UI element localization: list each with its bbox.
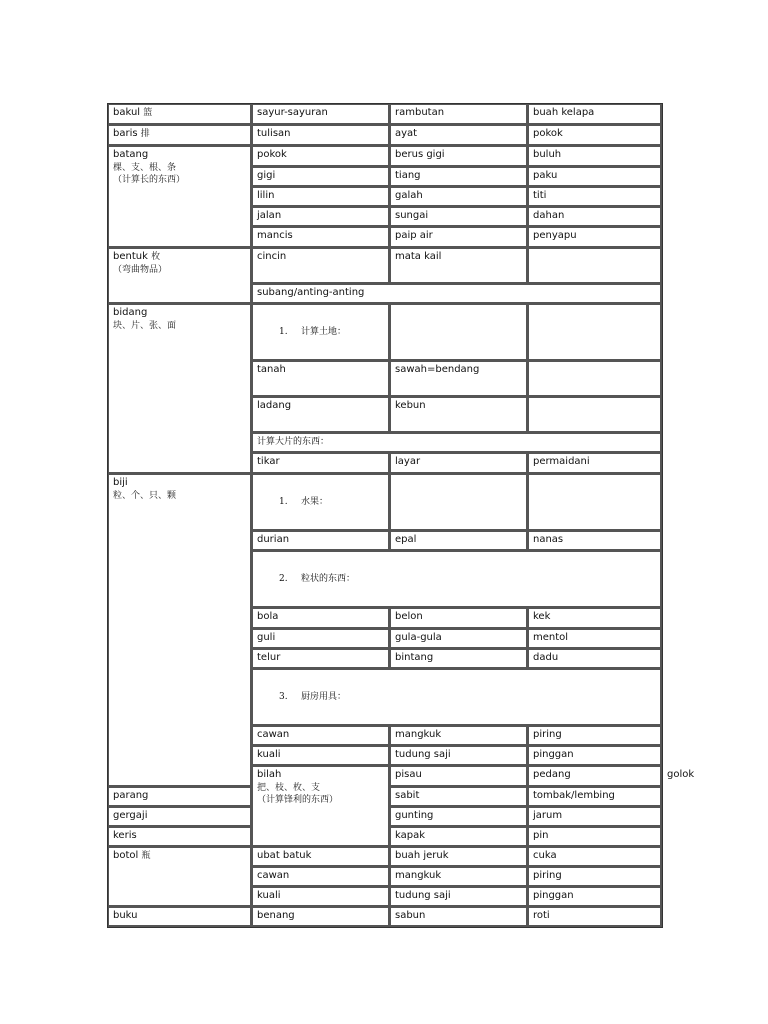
note-number: 1. (279, 497, 288, 507)
example-cell: lilin (252, 187, 390, 207)
example-cell (528, 304, 662, 361)
example-cell: kuali (252, 887, 390, 907)
example-cell (528, 248, 662, 284)
table-row (108, 104, 662, 125)
classifier-term: botol (113, 850, 139, 861)
classifier-chinese: 棵、支、根、条 (113, 163, 177, 173)
example-cell: kebun (390, 397, 528, 433)
table-row (108, 146, 662, 167)
example-cell: gergaji (108, 807, 252, 827)
example-cell: bola (252, 608, 390, 629)
example-cell: paip air (390, 227, 528, 248)
example-cell: rambutan (390, 104, 528, 125)
example-cell (528, 474, 662, 531)
classifier-term: biji (113, 477, 128, 488)
table-row (108, 847, 662, 867)
table-row (108, 474, 662, 531)
example-cell: cincin (252, 248, 390, 284)
example-cell: sungai (390, 207, 528, 227)
example-cell: tiang (390, 167, 528, 187)
example-cell: gunting (390, 807, 528, 827)
classifier-cell (108, 248, 252, 304)
classifier-chinese: 篮 (143, 108, 153, 118)
example-cell: jarum (528, 807, 662, 827)
classifier-note: （计算锋利的东西） (257, 795, 339, 805)
table-row (108, 125, 662, 146)
example-cell: durian (252, 531, 390, 551)
example-cell: gigi (252, 167, 390, 187)
example-cell: sabun (390, 907, 528, 927)
example-cell: ladang (252, 397, 390, 433)
example-cell: nanas (528, 531, 662, 551)
example-cell: tanah (252, 361, 390, 397)
subcategory-note: 计算大片的东西： (252, 433, 662, 453)
classifier-term: batang (113, 149, 149, 160)
example-cell: guli (252, 629, 390, 649)
classifier-table (107, 103, 695, 928)
example-cell: roti (528, 907, 662, 927)
example-cell: penyapu (528, 227, 662, 248)
example-cell: telur (252, 649, 390, 669)
example-cell: pinggan (528, 746, 662, 766)
example-cell: gula-gula (390, 629, 528, 649)
example-cell: berus gigi (390, 146, 528, 167)
example-cell: kapak (390, 827, 528, 847)
subcategory-note (252, 304, 390, 361)
classifier-cell (108, 847, 252, 907)
example-cell: ubat batuk (252, 847, 390, 867)
classifier-term: bentuk (113, 251, 148, 262)
example-cell: buah jeruk (390, 847, 528, 867)
example-cell: dahan (528, 207, 662, 227)
note-text: 粒状的东西： (301, 574, 356, 584)
classifier-chinese: 把、枝、枚、支 (257, 783, 321, 793)
classifier-chinese: 枚 (151, 252, 161, 262)
classifier-term: bilah (257, 769, 282, 780)
example-cell: buah kelapa (528, 104, 662, 125)
example-cell: pin (528, 827, 662, 847)
example-cell: mata kail (390, 248, 528, 284)
example-cell: mangkuk (390, 726, 528, 746)
example-cell: tudung saji (390, 887, 528, 907)
example-cell: pisau (390, 766, 528, 787)
example-cell: titi (528, 187, 662, 207)
example-cell: kek (528, 608, 662, 629)
example-cell: mancis (252, 227, 390, 248)
classifier-term: buku (113, 910, 138, 921)
subcategory-note (252, 551, 662, 608)
table-row (108, 248, 662, 284)
example-cell: tikar (252, 453, 390, 474)
note-number: 2. (279, 574, 288, 584)
classifier-note: （计算长的东西） (113, 175, 186, 185)
example-cell: dadu (528, 649, 662, 669)
example-cell: parang (108, 787, 252, 807)
example-cell: tulisan (252, 125, 390, 146)
example-cell: pinggan (528, 887, 662, 907)
example-cell: piring (528, 726, 662, 746)
example-cell (390, 474, 528, 531)
classifier-cell (252, 766, 390, 847)
example-cell: tombak/lembing (528, 787, 662, 807)
example-cell: ayat (390, 125, 528, 146)
example-cell: benang (252, 907, 390, 927)
example-cell: sawah=bendang (390, 361, 528, 397)
classifier-note: （弯曲物品） (113, 265, 168, 275)
classifier-term: bidang (113, 307, 148, 318)
example-cell: jalan (252, 207, 390, 227)
classifier-chinese: 排 (140, 129, 150, 139)
classifier-term: baris (113, 128, 138, 139)
note-number: 3. (279, 692, 288, 702)
classifier-chinese: 粒、个、只、颗 (113, 491, 177, 501)
example-cell: pedang (528, 766, 662, 787)
example-cell: pokok (252, 146, 390, 167)
example-cell (528, 361, 662, 397)
note-number: 1. (279, 327, 288, 337)
subcategory-note (252, 669, 662, 726)
classifier-term: bakul (113, 107, 141, 118)
example-cell: pokok (528, 125, 662, 146)
note-text: 计算土地： (301, 327, 347, 337)
classifier-cell (108, 104, 252, 125)
example-cell: belon (390, 608, 528, 629)
example-cell: cawan (252, 726, 390, 746)
classifier-cell (108, 304, 252, 474)
classifier-cell (108, 146, 252, 248)
example-cell: paku (528, 167, 662, 187)
example-cell: epal (390, 531, 528, 551)
table-row (108, 907, 662, 927)
classifier-cell (108, 474, 252, 787)
example-cell: layar (390, 453, 528, 474)
note-text: 水果： (301, 497, 329, 507)
example-cell (390, 304, 528, 361)
example-cell (528, 397, 662, 433)
classifier-cell (108, 125, 252, 146)
example-cell: bintang (390, 649, 528, 669)
example-cell: kuali (252, 746, 390, 766)
example-cell: subang/anting-anting (252, 284, 662, 304)
table-row (108, 304, 662, 361)
example-cell: tudung saji (390, 746, 528, 766)
classifier-chinese: 瓶 (141, 851, 151, 861)
note-text: 厨房用具： (301, 692, 347, 702)
table-row: bilah 把、枝、枚、支 （计算锋利的东西） pisau pedang golok (108, 766, 662, 787)
example-cell: sabit (390, 787, 528, 807)
example-cell: galah (390, 187, 528, 207)
example-cell: cawan (252, 867, 390, 887)
classifier-cell (108, 907, 252, 927)
classifier-chinese: 块、片、张、面 (113, 321, 177, 331)
example-cell: keris (108, 827, 252, 847)
example-cell: cuka (528, 847, 662, 867)
example-cell: piring (528, 867, 662, 887)
example-cell: permaidani (528, 453, 662, 474)
subcategory-note (252, 474, 390, 531)
example-cell: mentol (528, 629, 662, 649)
example-cell: sayur-sayuran (252, 104, 390, 125)
example-cell: buluh (528, 146, 662, 167)
example-cell: mangkuk (390, 867, 528, 887)
